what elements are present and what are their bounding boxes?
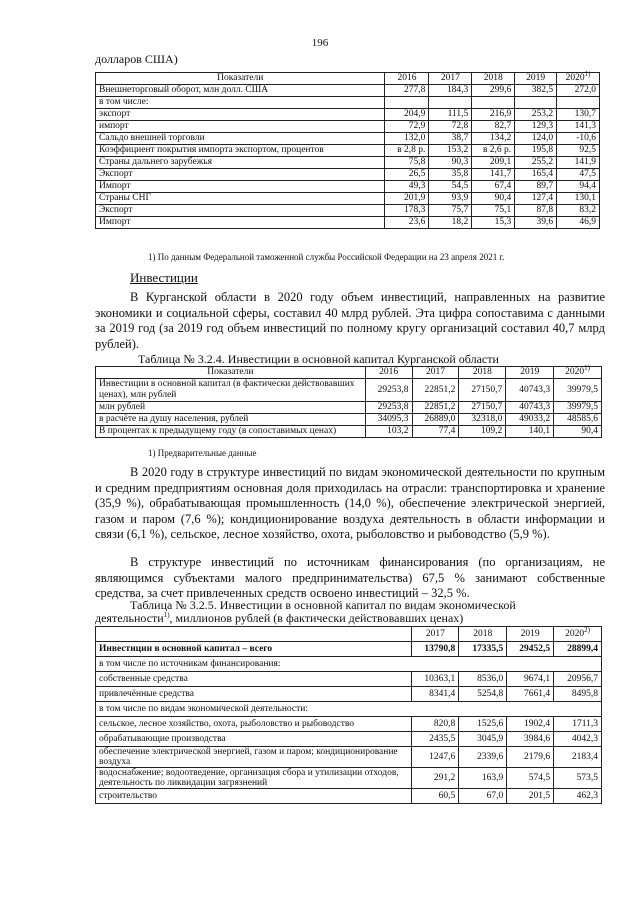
section-label-cell: в том числе по источникам финансирования: [96, 657, 602, 672]
value-cell: -10,6 [557, 133, 600, 145]
value-cell: 1902,4 [507, 717, 554, 732]
row-label-cell: Инвестиции в основной капитал – всего [96, 642, 412, 657]
row-label-cell: Страны дальнего зарубежья [96, 157, 385, 169]
row-label-cell: Страны СНГ [96, 193, 385, 205]
paragraph-investments: В Курганской области в 2020 году объем инвестиций, направленных на развитие экономики и социальной сферы, составил 40 млрд рублей. Эта цифра сопоставима с данными за 2019 год (за 2019 год объем инвестиций по полному кругу организаций составил 40,7 млрд рублей). [95, 290, 605, 351]
value-cell: 94,4 [557, 181, 600, 193]
value-cell: 141,9 [557, 157, 600, 169]
value-cell: 46,9 [557, 217, 600, 229]
table-row [96, 642, 602, 657]
value-cell: 820,8 [412, 717, 459, 732]
value-cell: 216,9 [472, 109, 515, 121]
value-cell: 90,3 [429, 157, 472, 169]
column-header-year: 2018 [459, 367, 506, 379]
header-row [96, 73, 600, 85]
value-cell: 209,1 [472, 157, 515, 169]
value-cell: 67,4 [472, 181, 515, 193]
header-row [96, 627, 602, 642]
table-row [96, 768, 602, 789]
table3-caption-line2: деятельности$^{1)}$, миллионов рублей (в фактически действовавших ценах) [95, 611, 464, 625]
column-header-label: Показатели [96, 73, 385, 85]
column-header-year: 2016 [365, 367, 412, 379]
table3-caption-line1: Таблица № 3.2.5. Инвестиции в основной капитал по видам экономической [130, 598, 516, 612]
value-cell: 29253,8 [365, 379, 412, 402]
value-cell: 8536,0 [459, 672, 507, 687]
value-cell [429, 97, 472, 109]
value-cell: 75,7 [429, 205, 472, 217]
column-header-year: 2017 [429, 73, 472, 85]
value-cell: 67,0 [459, 789, 507, 804]
value-cell: 47,5 [557, 169, 600, 181]
row-label-cell: в расчёте на душу населения, рублей [96, 414, 366, 426]
value-cell: 75,1 [472, 205, 515, 217]
column-header-year: 2018 [472, 73, 515, 85]
table-row [96, 379, 602, 402]
value-cell: 195,8 [515, 145, 557, 157]
value-cell: 75,8 [385, 157, 429, 169]
value-cell: 13790,8 [412, 642, 459, 657]
value-cell: 141,7 [472, 169, 515, 181]
value-cell: 130,7 [557, 109, 600, 121]
table-row [96, 672, 602, 687]
value-cell: 60,5 [412, 789, 459, 804]
value-cell: 29452,5 [507, 642, 554, 657]
value-cell: 255,2 [515, 157, 557, 169]
table-row [96, 133, 600, 145]
column-header-year: 2017 [412, 627, 459, 642]
value-cell: 299,6 [472, 85, 515, 97]
row-label-cell: собственные средства [96, 672, 412, 687]
value-cell: 141,3 [557, 121, 600, 133]
column-header-label [96, 627, 412, 642]
value-cell: 184,3 [429, 85, 472, 97]
value-cell: 35,8 [429, 169, 472, 181]
value-cell: 127,4 [515, 193, 557, 205]
table-row [96, 687, 602, 702]
table-row [96, 717, 602, 732]
value-cell: 109,2 [459, 426, 506, 438]
table-row [96, 747, 602, 768]
value-cell: в 2,8 р. [385, 145, 429, 157]
value-cell: 22851,2 [412, 379, 459, 402]
value-cell: 134,2 [472, 133, 515, 145]
value-cell: 8495,8 [554, 687, 602, 702]
value-cell: 201,9 [385, 193, 429, 205]
value-cell: 17335,5 [459, 642, 507, 657]
row-label-cell: Инвестиции в основной капитал (в фактически действовавших ценах), млн рублей [96, 379, 366, 402]
row-label-cell: строительство [96, 789, 412, 804]
value-cell: 93,9 [429, 193, 472, 205]
value-cell: 39979,5 [554, 379, 602, 402]
section-heading: Инвестиции [130, 270, 198, 285]
value-cell: 27150,7 [459, 379, 506, 402]
value-cell: 90,4 [472, 193, 515, 205]
value-cell: 3984,6 [507, 732, 554, 747]
table2-footnote: 1) Предварительные данные [148, 448, 257, 458]
column-header-year: 2019 [506, 367, 554, 379]
column-header-year: 2020$^{2)}$ [554, 627, 602, 642]
row-label-cell: обеспечение электрической энергией, газом и паром; кондиционирование воздуха [96, 747, 412, 768]
table-row [96, 145, 600, 157]
table-row [96, 97, 600, 109]
value-cell: 204,9 [385, 109, 429, 121]
value-cell: 573,5 [554, 768, 602, 789]
value-cell: 72,9 [385, 121, 429, 133]
table-row [96, 121, 600, 133]
page-number: 196 [311, 37, 329, 49]
value-cell: 1247,6 [412, 747, 459, 768]
value-cell: 2179,6 [507, 747, 554, 768]
column-header-year: 2016 [385, 73, 429, 85]
value-cell: 140,1 [506, 426, 554, 438]
table-row [96, 414, 602, 426]
table-row [96, 426, 602, 438]
table-row [96, 402, 602, 414]
paragraph-structure-activity: В 2020 году в структуре инвестиций по видам экономической деятельности по крупным и средним предприятиям основная доля приходилась на отрасли: транспортировка и хранение (35,9 %), обрабатывающая промышленность (14,0 %), обеспечение электрической энергией, газом и паром (7,6 %); кондиционирование воздуха деятельность в области информации и связи (6,1 %), сельское, лесное хозяйство, охота, рыболовство и рыбоводство (5,9 %). [95, 465, 605, 541]
table-row [96, 702, 602, 717]
value-cell: 9674,1 [507, 672, 554, 687]
value-cell: 77,4 [412, 426, 459, 438]
table-row [96, 109, 600, 121]
row-label-cell: Экспорт [96, 169, 385, 181]
value-cell: 26889,0 [412, 414, 459, 426]
value-cell: 574,5 [507, 768, 554, 789]
value-cell: 462,3 [554, 789, 602, 804]
value-cell: 54,5 [429, 181, 472, 193]
value-cell: 72,8 [429, 121, 472, 133]
value-cell: 87,8 [515, 205, 557, 217]
value-cell: 7661,4 [507, 687, 554, 702]
table-row [96, 85, 600, 97]
value-cell: 90,4 [554, 426, 602, 438]
row-label-cell: Экспорт [96, 205, 385, 217]
column-header-label: Показатели [96, 367, 366, 379]
row-label-cell: млн рублей [96, 402, 366, 414]
row-label-cell: Внешнеторговый оборот, млн долл. США [96, 85, 385, 97]
value-cell: 92,5 [557, 145, 600, 157]
value-cell: 253,2 [515, 109, 557, 121]
value-cell: 10363,1 [412, 672, 459, 687]
value-cell: 382,5 [515, 85, 557, 97]
column-header-year: 2019 [507, 627, 554, 642]
row-label-cell: экспорт [96, 109, 385, 121]
value-cell: 1711,3 [554, 717, 602, 732]
value-cell: 89,7 [515, 181, 557, 193]
table-row [96, 169, 600, 181]
value-cell: 26,5 [385, 169, 429, 181]
table-row [96, 789, 602, 804]
row-label-cell: водоснабжение; водоотведение, организация сбора и утилизации отходов, деятельность по ликвидации загрязнений [96, 768, 412, 789]
value-cell: 3045,9 [459, 732, 507, 747]
column-header-year: 2020$^{1)}$ [554, 367, 602, 379]
paragraph-structure-sources: В структуре инвестиций по источникам финансирования (по организациям, не являющимся субъектами малого предпринимательства) 67,5 % занимают собственные средства, за счет привлеченных средств освоено инвестиций – 32,5 %. [95, 555, 605, 600]
value-cell: 15,3 [472, 217, 515, 229]
value-cell: 103,2 [365, 426, 412, 438]
value-cell: 4042,3 [554, 732, 602, 747]
value-cell: 2435,5 [412, 732, 459, 747]
value-cell: 132,0 [385, 133, 429, 145]
value-cell: 163,9 [459, 768, 507, 789]
value-cell: 23,6 [385, 217, 429, 229]
row-label-cell: в том числе: [96, 97, 385, 109]
value-cell: 130,1 [557, 193, 600, 205]
value-cell: 2339,6 [459, 747, 507, 768]
value-cell: 39,6 [515, 217, 557, 229]
section-label-cell: в том числе по видам экономической деятельности: [96, 702, 602, 717]
table-row [96, 157, 600, 169]
value-cell: 165,4 [515, 169, 557, 181]
value-cell: 32318,0 [459, 414, 506, 426]
table-row [96, 181, 600, 193]
value-cell: 22851,2 [412, 402, 459, 414]
value-cell [472, 97, 515, 109]
table-row [96, 657, 602, 672]
table2-caption: Таблица № 3.2.4. Инвестиции в основной капитал Курганской области [138, 352, 499, 366]
row-label-cell: обрабатывающие производства [96, 732, 412, 747]
row-label-cell: импорт [96, 121, 385, 133]
value-cell: 111,5 [429, 109, 472, 121]
value-cell: 49033,2 [506, 414, 554, 426]
value-cell: 2183,4 [554, 747, 602, 768]
table-row [96, 732, 602, 747]
foreign-trade-table [95, 69, 600, 229]
value-cell: в 2,6 р. [472, 145, 515, 157]
value-cell: 29253,8 [365, 402, 412, 414]
row-label-cell: сельское, лесное хозяйство, охота, рыболовство и рыбоводство [96, 717, 412, 732]
value-cell [557, 97, 600, 109]
row-label-cell: Коэффициент покрытия импорта экспортом, процентов [96, 145, 385, 157]
value-cell [515, 97, 557, 109]
table-row [96, 217, 600, 229]
value-cell: 82,7 [472, 121, 515, 133]
continuation-text: долларов США) [95, 52, 178, 66]
column-header-year: 2020$^{1)}$ [557, 73, 600, 85]
investment-by-activity-table [95, 626, 602, 804]
value-cell: 40743,3 [506, 402, 554, 414]
row-label-cell: Импорт [96, 217, 385, 229]
value-cell: 277,8 [385, 85, 429, 97]
value-cell: 28899,4 [554, 642, 602, 657]
row-label-cell: Сальдо внешней торговли [96, 133, 385, 145]
value-cell: 48585,6 [554, 414, 602, 426]
column-header-year: 2018 [459, 627, 507, 642]
investment-table [95, 363, 602, 438]
column-header-year: 2017 [412, 367, 459, 379]
value-cell: 38,7 [429, 133, 472, 145]
value-cell [385, 97, 429, 109]
value-cell: 39979,5 [554, 402, 602, 414]
value-cell: 83,2 [557, 205, 600, 217]
row-label-cell: Импорт [96, 181, 385, 193]
header-row [96, 367, 602, 379]
value-cell: 201,5 [507, 789, 554, 804]
row-label-cell: В процентах к предыдущему году (в сопоставимых ценах) [96, 426, 366, 438]
table1-footnote: 1) По данным Федеральной таможенной службы Российской Федерации на 23 апреля 2021 г. [148, 252, 505, 262]
value-cell: 272,0 [557, 85, 600, 97]
value-cell: 1525,6 [459, 717, 507, 732]
value-cell: 178,3 [385, 205, 429, 217]
table-row [96, 193, 600, 205]
row-label-cell: привлечённые средства [96, 687, 412, 702]
value-cell: 124,0 [515, 133, 557, 145]
value-cell: 153,2 [429, 145, 472, 157]
value-cell: 18,2 [429, 217, 472, 229]
value-cell: 27150,7 [459, 402, 506, 414]
value-cell: 8341,4 [412, 687, 459, 702]
value-cell: 129,3 [515, 121, 557, 133]
value-cell: 34095,3 [365, 414, 412, 426]
value-cell: 40743,3 [506, 379, 554, 402]
value-cell: 49,3 [385, 181, 429, 193]
value-cell: 5254,8 [459, 687, 507, 702]
table-row [96, 205, 600, 217]
value-cell: 20956,7 [554, 672, 602, 687]
value-cell: 291,2 [412, 768, 459, 789]
column-header-year: 2019 [515, 73, 557, 85]
